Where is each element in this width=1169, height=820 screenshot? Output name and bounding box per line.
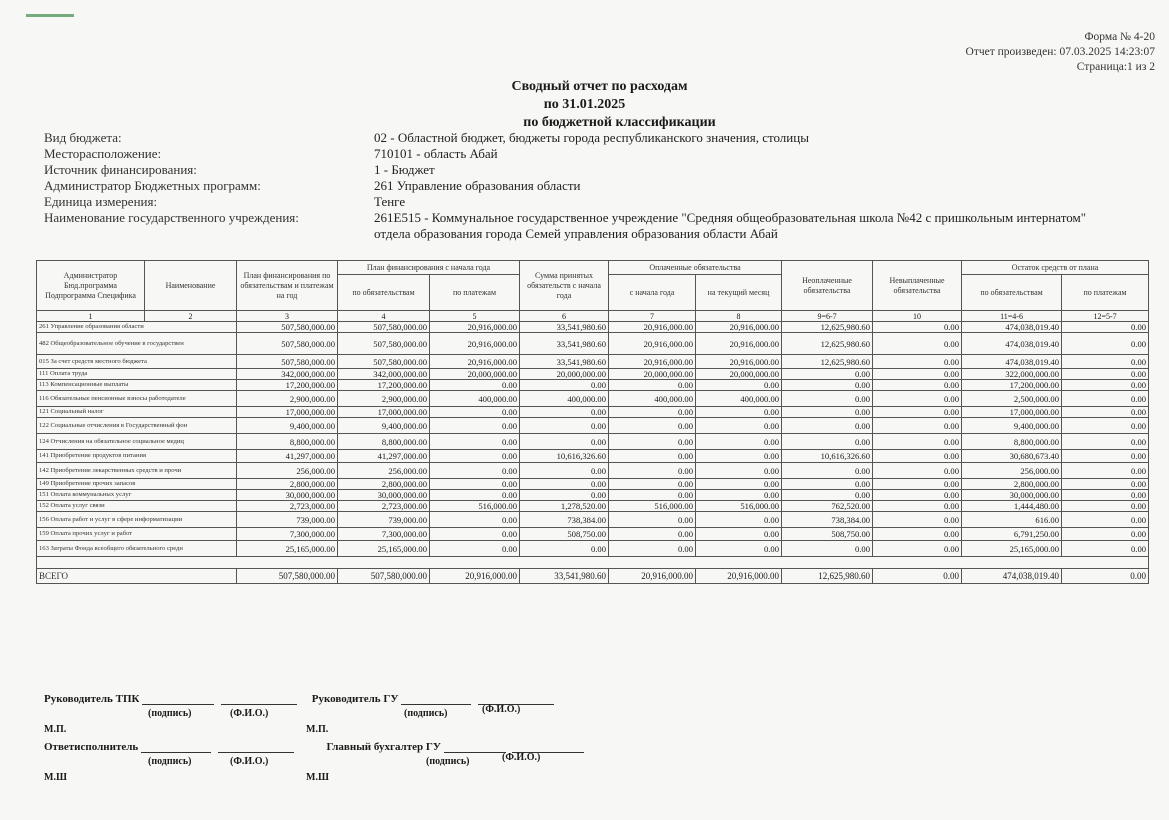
executor-sign-line [141, 740, 211, 753]
cell-value: 0.00 [430, 490, 520, 501]
caption-fio-4: (Ф.И.О.) [502, 752, 541, 763]
cell-value: 1,278,520.00 [520, 501, 609, 512]
table-row [37, 391, 1149, 407]
meta-label: Единица измерения: [44, 194, 158, 209]
cell-value: 0.00 [609, 380, 696, 391]
meta-row [44, 146, 1124, 162]
cell-value: 0.00 [1062, 463, 1149, 479]
cell-value: 0.00 [1062, 569, 1149, 584]
cell-value: 0.00 [430, 528, 520, 541]
spacer-row [37, 557, 1149, 569]
row-name: 142 Приобретение лекарственных средств и прочи [37, 463, 237, 479]
cell-value: 20,916,000.00 [430, 355, 520, 369]
cell-value: 0.00 [696, 528, 782, 541]
cell-value: 0.00 [873, 418, 962, 434]
cell-value: 0.00 [1062, 322, 1149, 333]
cell-value: 0.00 [873, 355, 962, 369]
mp-1: М.П. [44, 724, 67, 735]
cell-value: 2,723,000.00 [338, 501, 430, 512]
cell-value: 0.00 [782, 434, 873, 450]
cell-value: 0.00 [782, 541, 873, 557]
cell-value: 0.00 [609, 541, 696, 557]
chief-acc-sign-line [444, 740, 506, 753]
signature-block [44, 692, 664, 788]
meta-value: 1 - Бюджет [374, 162, 435, 177]
row-name: 124 Отчисления на обязательное социальное медиц [37, 434, 237, 450]
table-row [37, 528, 1149, 541]
row-name: 482 Общеобразовательное обучение в государствен [37, 333, 237, 355]
cell-value: 0.00 [873, 407, 962, 418]
cell-value: 507,580,000.00 [237, 355, 338, 369]
cell-value: 0.00 [873, 450, 962, 463]
col-paid-start: с начала года [609, 275, 696, 311]
cell-value: 507,580,000.00 [338, 322, 430, 333]
msh-1: М.Ш [44, 772, 67, 783]
cell-value: 0.00 [696, 512, 782, 528]
cell-value: 0.00 [782, 418, 873, 434]
mp-2: М.П. [306, 724, 329, 735]
column-index: 8 [696, 311, 782, 322]
cell-value: 20,916,000.00 [696, 322, 782, 333]
cell-value: 0.00 [873, 528, 962, 541]
cell-value: 2,800,000.00 [338, 479, 430, 490]
table-row [37, 407, 1149, 418]
cell-value: 0.00 [609, 450, 696, 463]
cell-value: 0.00 [696, 541, 782, 557]
cell-value: 762,520.00 [782, 501, 873, 512]
col-unpaid-pay: Невыплаченные обязательства [873, 261, 962, 311]
cell-value: 0.00 [520, 463, 609, 479]
cell-value: 0.00 [696, 479, 782, 490]
meta-label: Наименование государственного учреждения: [44, 210, 299, 225]
meta-row [44, 162, 1124, 178]
cell-value: 17,200,000.00 [237, 380, 338, 391]
cell-value: 738,384.00 [520, 512, 609, 528]
col-paid-month: на текущий месяц [696, 275, 782, 311]
cell-value: 2,800,000.00 [237, 479, 338, 490]
cell-value: 30,000,000.00 [962, 490, 1062, 501]
caption-podpis-3: (подпись) [148, 756, 192, 767]
col-rest: Остаток средств от плана [962, 261, 1149, 275]
cell-value: 0.00 [609, 434, 696, 450]
cell-value: 0.00 [520, 407, 609, 418]
cell-value: 0.00 [430, 463, 520, 479]
meta-row [44, 194, 1124, 210]
cell-value: 0.00 [873, 512, 962, 528]
cell-value: 20,916,000.00 [609, 355, 696, 369]
meta-label: Вид бюджета: [44, 130, 122, 145]
column-index-row [37, 311, 1149, 322]
meta-label: Источник финансирования: [44, 162, 197, 177]
cell-value: 400,000.00 [520, 391, 609, 407]
column-index: 11=4-6 [962, 311, 1062, 322]
meta-value: 02 - Областной бюджет, бюджеты города республиканского значения, столицы [374, 130, 809, 145]
cell-value: 0.00 [696, 418, 782, 434]
cell-value: 20,916,000.00 [609, 333, 696, 355]
cell-value: 0.00 [1062, 434, 1149, 450]
cell-value: 20,000,000.00 [609, 369, 696, 380]
row-name: 159 Оплата прочих услуг и работ [37, 528, 237, 541]
cell-value: 9,400,000.00 [338, 418, 430, 434]
cell-value: 0.00 [782, 407, 873, 418]
cell-value: 20,916,000.00 [696, 333, 782, 355]
report-title [0, 78, 1169, 132]
cell-value: 474,038,019.40 [962, 322, 1062, 333]
cell-value: 0.00 [520, 380, 609, 391]
cell-value: 0.00 [1062, 418, 1149, 434]
caption-podpis-4: (подпись) [426, 756, 470, 767]
cell-value: 474,038,019.40 [962, 569, 1062, 584]
head-tpk-sign-line [142, 692, 214, 705]
cell-value: 20,916,000.00 [430, 569, 520, 584]
cell-value: 7,300,000.00 [237, 528, 338, 541]
cell-value: 0.00 [1062, 541, 1149, 557]
cell-value: 10,616,326.60 [782, 450, 873, 463]
executor-fio-line [218, 740, 294, 753]
cell-value: 739,000.00 [338, 512, 430, 528]
col-plan-year: План финансирования по обязательствам и платежам на год [237, 261, 338, 311]
cell-value: 0.00 [873, 369, 962, 380]
cell-value: 41,297,000.00 [338, 450, 430, 463]
spacer-cell [37, 557, 1149, 569]
cell-value: 0.00 [696, 434, 782, 450]
cell-value: 12,625,980.60 [782, 569, 873, 584]
cell-value: 508,750.00 [520, 528, 609, 541]
col-paid: Оплаченные обязательства [609, 261, 782, 275]
cell-value: 20,916,000.00 [609, 569, 696, 584]
cell-value: 2,800,000.00 [962, 479, 1062, 490]
cell-value: 33,541,980.60 [520, 355, 609, 369]
cell-value: 0.00 [1062, 450, 1149, 463]
form-number: Форма № 4-20 [1084, 31, 1155, 43]
row-name: 149 Приобретение прочих запасов [37, 479, 237, 490]
cell-value: 9,400,000.00 [962, 418, 1062, 434]
caption-fio-2: (Ф.И.О.) [482, 704, 521, 715]
cell-value: 0.00 [696, 380, 782, 391]
column-index: 4 [338, 311, 430, 322]
cell-value: 0.00 [873, 479, 962, 490]
cell-value: 342,000,000.00 [338, 369, 430, 380]
row-name: ВСЕГО [37, 569, 237, 584]
cell-value: 400,000.00 [696, 391, 782, 407]
cell-value: 30,000,000.00 [237, 490, 338, 501]
title-line-3: по бюджетной классификации [523, 115, 716, 130]
cell-value: 17,200,000.00 [962, 380, 1062, 391]
column-index: 10 [873, 311, 962, 322]
cell-value: 20,000,000.00 [430, 369, 520, 380]
column-index: 2 [145, 311, 237, 322]
cell-value: 2,900,000.00 [338, 391, 430, 407]
cell-value: 0.00 [609, 463, 696, 479]
cell-value: 8,800,000.00 [962, 434, 1062, 450]
column-index: 9=6-7 [782, 311, 873, 322]
title-line-2: по 31.01.2025 [543, 97, 626, 112]
col-plan-obl: по обязательствам [338, 275, 430, 311]
cell-value: 342,000,000.00 [237, 369, 338, 380]
cell-value: 2,500,000.00 [962, 391, 1062, 407]
cell-value: 12,625,980.60 [782, 355, 873, 369]
cell-value: 0.00 [873, 434, 962, 450]
cell-value: 0.00 [873, 463, 962, 479]
cell-value: 17,000,000.00 [338, 407, 430, 418]
row-name: 141 Приобретение продуктов питания [37, 450, 237, 463]
cell-value: 0.00 [609, 512, 696, 528]
cell-value: 0.00 [1062, 407, 1149, 418]
cell-value: 256,000.00 [962, 463, 1062, 479]
cell-value: 0.00 [782, 479, 873, 490]
column-index: 12=5-7 [1062, 311, 1149, 322]
cell-value: 12,625,980.60 [782, 333, 873, 355]
cell-value: 25,165,000.00 [338, 541, 430, 557]
cell-value: 0.00 [430, 407, 520, 418]
row-name: 152 Оплата услуг связи [37, 501, 237, 512]
cell-value: 17,200,000.00 [338, 380, 430, 391]
col-admin: Администратор Бюд.программа Подпрограмма Специфика [37, 261, 145, 311]
cell-value: 256,000.00 [338, 463, 430, 479]
page-counter: Страница:1 из 2 [1076, 61, 1155, 73]
executor-label: Ответисполнитель [44, 741, 139, 753]
cell-value: 0.00 [782, 369, 873, 380]
green-mark [26, 14, 74, 17]
row-name: 261 Управление образования области [37, 322, 237, 333]
cell-value: 7,300,000.00 [338, 528, 430, 541]
cell-value: 0.00 [1062, 490, 1149, 501]
table-row [37, 512, 1149, 528]
cell-value: 20,916,000.00 [430, 322, 520, 333]
row-name: 113 Компенсационные выплаты [37, 380, 237, 391]
cell-value: 20,000,000.00 [696, 369, 782, 380]
cell-value: 0.00 [696, 463, 782, 479]
column-index: 7 [609, 311, 696, 322]
cell-value: 0.00 [696, 450, 782, 463]
cell-value: 10,616,326.60 [520, 450, 609, 463]
row-name: 151 Оплата коммунальных услуг [37, 490, 237, 501]
meta-value: 261 Управление образования области [374, 178, 581, 193]
cell-value: 507,580,000.00 [237, 333, 338, 355]
col-rest-pay: по платежам [1062, 275, 1149, 311]
meta-label: Месторасположение: [44, 146, 162, 161]
cell-value: 8,800,000.00 [338, 434, 430, 450]
head-tpk-label: Руководитель ТПК [44, 693, 140, 705]
chief-acc-label: Главный бухгалтер ГУ [326, 741, 441, 753]
row-name: 116 Обязательные пенсионные взносы работодателе [37, 391, 237, 407]
cell-value: 0.00 [873, 501, 962, 512]
cell-value: 0.00 [873, 569, 962, 584]
table-row [37, 355, 1149, 369]
caption-fio-3: (Ф.И.О.) [230, 756, 269, 767]
cell-value: 0.00 [696, 490, 782, 501]
cell-value: 20,916,000.00 [430, 333, 520, 355]
col-name: Наименование [145, 261, 237, 311]
column-index: 5 [430, 311, 520, 322]
cell-value: 0.00 [430, 479, 520, 490]
col-unpaid-obl: Неоплаченные обязательства [782, 261, 873, 311]
cell-value: 507,580,000.00 [237, 322, 338, 333]
cell-value: 0.00 [873, 541, 962, 557]
cell-value: 400,000.00 [609, 391, 696, 407]
cell-value: 0.00 [1062, 355, 1149, 369]
caption-podpis-2: (подпись) [404, 708, 448, 719]
cell-value: 739,000.00 [237, 512, 338, 528]
expense-table [36, 260, 1149, 584]
cell-value: 33,541,980.60 [520, 333, 609, 355]
cell-value: 0.00 [430, 380, 520, 391]
cell-value: 20,916,000.00 [609, 322, 696, 333]
cell-value: 0.00 [609, 490, 696, 501]
table-row [37, 380, 1149, 391]
cell-value: 474,038,019.40 [962, 355, 1062, 369]
meta-row [44, 178, 1124, 194]
cell-value: 2,900,000.00 [237, 391, 338, 407]
cell-value: 0.00 [782, 463, 873, 479]
cell-value: 0.00 [873, 322, 962, 333]
cell-value: 17,000,000.00 [962, 407, 1062, 418]
cell-value: 0.00 [609, 418, 696, 434]
report-meta [44, 130, 1124, 242]
cell-value: 12,625,980.60 [782, 322, 873, 333]
cell-value: 0.00 [520, 434, 609, 450]
head-gu-sign-line [401, 692, 471, 705]
cell-value: 0.00 [782, 391, 873, 407]
cell-value: 322,000,000.00 [962, 369, 1062, 380]
cell-value: 17,000,000.00 [237, 407, 338, 418]
report-info [966, 30, 1155, 75]
cell-value: 0.00 [1062, 333, 1149, 355]
meta-row [44, 130, 1124, 146]
cell-value: 507,580,000.00 [237, 569, 338, 584]
cell-value: 507,580,000.00 [338, 355, 430, 369]
cell-value: 0.00 [873, 391, 962, 407]
column-index: 1 [37, 311, 145, 322]
column-index: 3 [237, 311, 338, 322]
cell-value: 30,000,000.00 [338, 490, 430, 501]
cell-value: 0.00 [1062, 369, 1149, 380]
table-row [37, 463, 1149, 479]
cell-value: 0.00 [609, 479, 696, 490]
cell-value: 0.00 [520, 479, 609, 490]
cell-value: 507,580,000.00 [338, 333, 430, 355]
head-tpk-fio-line [221, 692, 297, 705]
cell-value: 20,916,000.00 [696, 355, 782, 369]
cell-value: 516,000.00 [430, 501, 520, 512]
cell-value: 0.00 [1062, 528, 1149, 541]
row-name: 163 Затраты Фонда всеобщего обязательного средн [37, 541, 237, 557]
cell-value: 0.00 [1062, 501, 1149, 512]
cell-value: 516,000.00 [696, 501, 782, 512]
msh-2: М.Ш [306, 772, 329, 783]
col-plan-start: План финансирования с начала года [338, 261, 520, 275]
cell-value: 0.00 [1062, 380, 1149, 391]
row-name: 111 Оплата труда [37, 369, 237, 380]
cell-value: 30,680,673.40 [962, 450, 1062, 463]
cell-value: 508,750.00 [782, 528, 873, 541]
table-row [37, 369, 1149, 380]
cell-value: 41,297,000.00 [237, 450, 338, 463]
row-name: 121 Социальный налог [37, 407, 237, 418]
table-row [37, 490, 1149, 501]
meta-value: 261E515 - Коммунальное государственное учреждение "Средняя общеобразовательная школа №42 с пришкольным интернатом" отдела образования города Семей управления образования области Абай [374, 210, 1087, 241]
meta-value: Тенге [374, 194, 406, 209]
cell-value: 0.00 [873, 380, 962, 391]
table-row [37, 322, 1149, 333]
row-name: 122 Социальные отчисления в Государственный фон [37, 418, 237, 434]
col-plan-pay: по платежам [430, 275, 520, 311]
column-index: 6 [520, 311, 609, 322]
cell-value: 0.00 [609, 407, 696, 418]
cell-value: 6,791,250.00 [962, 528, 1062, 541]
cell-value: 0.00 [430, 418, 520, 434]
cell-value: 256,000.00 [237, 463, 338, 479]
cell-value: 0.00 [782, 490, 873, 501]
cell-value: 0.00 [1062, 391, 1149, 407]
meta-row [44, 210, 1124, 242]
title-line-1: Сводный отчет по расходам [511, 79, 688, 94]
table-row [37, 333, 1149, 355]
meta-value: 710101 - область Абай [374, 146, 498, 161]
cell-value: 2,723,000.00 [237, 501, 338, 512]
cell-value: 0.00 [430, 512, 520, 528]
head-gu-label: Руководитель ГУ [311, 693, 399, 705]
cell-value: 0.00 [873, 333, 962, 355]
cell-value: 25,165,000.00 [962, 541, 1062, 557]
cell-value: 0.00 [520, 541, 609, 557]
cell-value: 1,444,480.00 [962, 501, 1062, 512]
col-rest-obl: по обязательствам [962, 275, 1062, 311]
cell-value: 507,580,000.00 [338, 569, 430, 584]
cell-value: 20,916,000.00 [696, 569, 782, 584]
caption-fio-1: (Ф.И.О.) [230, 708, 269, 719]
cell-value: 0.00 [1062, 512, 1149, 528]
table-row [37, 479, 1149, 490]
cell-value: 616.00 [962, 512, 1062, 528]
cell-value: 400,000.00 [430, 391, 520, 407]
cell-value: 0.00 [430, 541, 520, 557]
cell-value: 0.00 [873, 490, 962, 501]
cell-value: 33,541,980.60 [520, 322, 609, 333]
cell-value: 0.00 [782, 380, 873, 391]
generated-at: Отчет произведен: 07.03.2025 14:23:07 [965, 46, 1155, 58]
cell-value: 25,165,000.00 [237, 541, 338, 557]
cell-value: 20,000,000.00 [520, 369, 609, 380]
caption-podpis-1: (подпись) [148, 708, 192, 719]
cell-value: 8,800,000.00 [237, 434, 338, 450]
cell-value: 0.00 [696, 407, 782, 418]
cell-value: 0.00 [430, 450, 520, 463]
cell-value: 516,000.00 [609, 501, 696, 512]
cell-value: 0.00 [520, 418, 609, 434]
table-row [37, 450, 1149, 463]
col-accepted: Сумма принятых обязательств с начала года [520, 261, 609, 311]
table-row [37, 434, 1149, 450]
table-row [37, 541, 1149, 557]
row-name: 015 За счет средств местного бюджета [37, 355, 237, 369]
cell-value: 738,384.00 [782, 512, 873, 528]
table-row [37, 418, 1149, 434]
cell-value: 9,400,000.00 [237, 418, 338, 434]
cell-value: 0.00 [609, 528, 696, 541]
cell-value: 0.00 [430, 434, 520, 450]
cell-value: 0.00 [520, 490, 609, 501]
cell-value: 474,038,019.40 [962, 333, 1062, 355]
cell-value: 0.00 [1062, 479, 1149, 490]
cell-value: 33,541,980.60 [520, 569, 609, 584]
table-row [37, 501, 1149, 512]
meta-label: Администратор Бюджетных программ: [44, 178, 261, 193]
row-name: 156 Оплата работ и услуг в сфере информатизации [37, 512, 237, 528]
total-row [37, 569, 1149, 584]
